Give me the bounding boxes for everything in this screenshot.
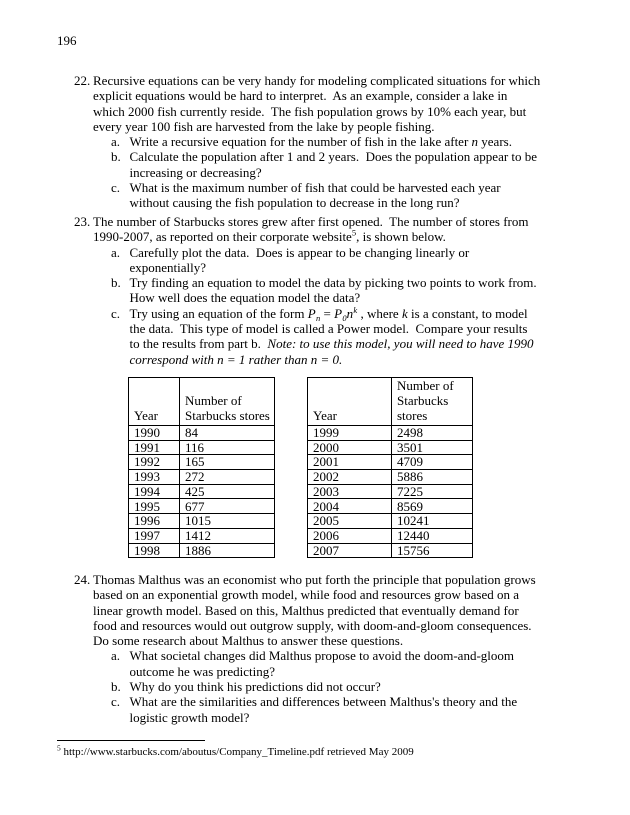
header-line: stores xyxy=(397,408,428,423)
problem-23c-text-line xyxy=(130,352,580,367)
subscript: n xyxy=(316,312,321,323)
stores-column-header xyxy=(392,378,473,426)
problem-23 xyxy=(74,214,579,367)
year-cell: 1997 xyxy=(129,528,180,543)
problem-24b-text-line: Why do you think his predictions did not occur? xyxy=(129,679,381,695)
starbucks-table-1999-2007 xyxy=(307,377,473,558)
problem-24-text-line: based on an exponential growth model, while food and resources grow based on a xyxy=(93,587,519,603)
table-row xyxy=(129,455,275,470)
problem-24-item-b xyxy=(111,679,579,694)
item-label: b. xyxy=(111,679,121,695)
problem-24-number: 24. xyxy=(74,572,91,587)
year-column-header: Year xyxy=(308,378,392,426)
stores-cell: 5886 xyxy=(392,470,473,485)
year-cell: 1996 xyxy=(129,514,180,529)
year-cell: 2003 xyxy=(308,484,392,499)
stores-cell: 1412 xyxy=(180,528,275,543)
table-row xyxy=(308,455,473,470)
superscript: k xyxy=(353,304,358,315)
problem-22c-text-line: What is the maximum number of fish that could be harvested each year xyxy=(129,180,501,196)
table-header-row xyxy=(129,378,275,426)
problem-22a-text-line xyxy=(130,134,580,149)
subscript: 0 xyxy=(342,312,347,323)
italic-variable: n xyxy=(471,134,479,150)
problem-23-item-c xyxy=(111,306,579,367)
text-segment: years. xyxy=(478,134,512,150)
problem-23-number: 23. xyxy=(74,214,91,229)
italic-note: Note: to use this model, you will need to have 1990 xyxy=(267,336,534,352)
problem-24a-text-line: What societal changes did Malthus propose to avoid the doom-and-gloom xyxy=(129,648,514,664)
problem-24 xyxy=(74,572,579,725)
header-line: Starbucks xyxy=(397,393,449,408)
problem-22-item-c xyxy=(111,180,579,211)
year-cell: 2000 xyxy=(308,440,392,455)
table-row xyxy=(129,470,275,485)
problem-22-text-line: every year 100 fish are harvested from the lake by people fishing. xyxy=(93,118,435,134)
table-row xyxy=(129,514,275,529)
problem-24c-text-line: What are the similarities and differences between Malthus's theory and the xyxy=(129,694,518,710)
stores-cell: 1015 xyxy=(180,514,275,529)
stores-cell: 8569 xyxy=(392,499,473,514)
year-cell: 1998 xyxy=(129,543,180,558)
text-segment: Write a recursive equation for the number of fish in the lake after xyxy=(129,134,472,150)
equals-sign: = xyxy=(320,305,335,321)
item-label: a. xyxy=(111,244,121,260)
problem-23a-text-line: Carefully plot the data. Does is appear to be changing linearly or xyxy=(129,244,470,260)
problem-22b-text-line: Calculate the population after 1 and 2 years. Does the population appear to be xyxy=(129,149,538,165)
item-label: c. xyxy=(111,694,121,710)
year-cell: 1993 xyxy=(129,470,180,485)
table-row xyxy=(308,440,473,455)
problem-23b-text-line: How well does the equation model the data? xyxy=(129,290,361,306)
footnote-divider xyxy=(57,740,205,741)
year-cell: 1990 xyxy=(129,426,180,441)
stores-cell: 677 xyxy=(180,499,275,514)
footnote xyxy=(57,743,414,758)
italic-variable: k xyxy=(401,305,408,321)
footnote-marker: 5 xyxy=(351,227,357,238)
stores-cell: 1886 xyxy=(180,543,275,558)
header-line: Number of xyxy=(185,393,242,408)
year-cell: 1994 xyxy=(129,484,180,499)
year-cell: 2001 xyxy=(308,455,392,470)
stores-cell: 116 xyxy=(180,440,275,455)
year-cell: 1991 xyxy=(129,440,180,455)
stores-cell: 272 xyxy=(180,470,275,485)
year-cell: 2007 xyxy=(308,543,392,558)
problem-24c-text-line: logistic growth model? xyxy=(129,709,250,725)
problem-22-text-line: which 2000 fish currently reside. The fish population grows by 10% each year, but xyxy=(93,103,527,119)
item-label: b. xyxy=(111,149,121,165)
problem-24-text-line: Do some research about Malthus to answer these questions. xyxy=(93,633,404,649)
problem-23-text-line xyxy=(93,229,579,244)
table-row xyxy=(129,543,275,558)
year-cell: 1992 xyxy=(129,455,180,470)
table-row xyxy=(129,426,275,441)
problem-24-item-c xyxy=(111,694,579,725)
problem-23-item-b xyxy=(111,275,579,306)
item-label: a. xyxy=(111,134,121,150)
header-line: Starbucks stores xyxy=(185,408,270,423)
italic-variable: P xyxy=(307,305,316,321)
stores-cell: 425 xyxy=(180,484,275,499)
problem-23b-text-line: Try finding an equation to model the data by picking two points to work from. xyxy=(129,275,537,291)
item-label: c. xyxy=(111,180,121,196)
italic-variable: n xyxy=(346,305,354,321)
problem-24-text-line: food and resources would out outgrow supply, with doom-and-gloom consequences. xyxy=(93,617,532,633)
problem-22-number: 22. xyxy=(74,73,91,88)
starbucks-table-1990-1998 xyxy=(128,377,275,558)
problem-22b-text-line: increasing or decreasing? xyxy=(129,164,262,180)
problem-24-item-a xyxy=(111,648,579,679)
item-label: b. xyxy=(111,275,121,291)
problem-24-text-line: linear growth model. Based on this, Malthus predicted that eventually demand for xyxy=(93,602,519,618)
stores-cell: 15756 xyxy=(392,543,473,558)
table-row xyxy=(308,470,473,485)
stores-cell: 10241 xyxy=(392,514,473,529)
page-number: 196 xyxy=(57,33,77,48)
stores-cell: 7225 xyxy=(392,484,473,499)
stores-cell: 3501 xyxy=(392,440,473,455)
text-segment: , where xyxy=(357,305,402,321)
table-row xyxy=(129,528,275,543)
year-column-header: Year xyxy=(129,378,180,426)
year-cell: 2004 xyxy=(308,499,392,514)
text-segment: to the results from part b. xyxy=(129,336,268,352)
problem-22-text-line: explicit equations would be hard to interpret. As an example, consider a lake in xyxy=(93,88,508,104)
problem-23-item-a xyxy=(111,245,579,276)
text-segment: , is shown below. xyxy=(356,229,446,245)
year-cell: 1999 xyxy=(308,426,392,441)
footnote-text: http://www.starbucks.com/aboutus/Company_Timeline.pdf retrieved May 2009 xyxy=(60,746,414,758)
item-label: a. xyxy=(111,648,121,664)
problem-23c-text-line: the data. This type of model is called a Power model. Compare your results xyxy=(129,321,528,337)
table-row xyxy=(308,484,473,499)
item-label: c. xyxy=(111,305,121,321)
year-cell: 1995 xyxy=(129,499,180,514)
stores-cell: 4709 xyxy=(392,455,473,470)
problem-23a-text-line: exponentially? xyxy=(129,259,207,275)
table-row xyxy=(308,426,473,441)
table-row xyxy=(129,440,275,455)
stores-cell: 12440 xyxy=(392,528,473,543)
footnote-marker: 5 xyxy=(57,743,61,753)
table-row xyxy=(308,528,473,543)
problem-22-item-a xyxy=(111,134,579,149)
italic-note: correspond with n = 1 rather than n = 0. xyxy=(129,351,343,367)
header-line: Number of xyxy=(397,378,454,393)
table-header-row xyxy=(308,378,473,426)
starbucks-tables xyxy=(128,377,473,558)
problem-24a-text-line: outcome he was predicting? xyxy=(129,663,275,679)
text-segment: is a constant, to model xyxy=(407,305,528,321)
italic-variable: P xyxy=(334,305,343,321)
problem-23c-text-line xyxy=(130,336,580,351)
table-row xyxy=(308,514,473,529)
problem-22-item-b xyxy=(111,149,579,180)
problem-23c-text-line xyxy=(130,306,580,321)
table-row xyxy=(308,499,473,514)
year-cell: 2006 xyxy=(308,528,392,543)
text-segment: Try using an equation of the form xyxy=(129,305,308,321)
stores-cell: 165 xyxy=(180,455,275,470)
year-cell: 2005 xyxy=(308,514,392,529)
table-row xyxy=(308,543,473,558)
year-cell: 2002 xyxy=(308,470,392,485)
text-segment: 1990-2007, as reported on their corporate website xyxy=(93,229,352,245)
power-model-formula xyxy=(308,306,357,321)
problem-23-text-line: The number of Starbucks stores grew after first opened. The number of stores from xyxy=(93,214,529,229)
stores-cell: 84 xyxy=(180,426,275,441)
table-row xyxy=(129,499,275,514)
problem-22-text-line: Recursive equations can be very handy for modeling complicated situations for which xyxy=(93,73,541,88)
stores-cell: 2498 xyxy=(392,426,473,441)
problem-22 xyxy=(74,73,579,211)
problem-22c-text-line: without causing the fish population to decrease in the long run? xyxy=(129,195,460,211)
stores-column-header xyxy=(180,378,275,426)
problem-24-text-line: Thomas Malthus was an economist who put forth the principle that population grows xyxy=(93,572,536,587)
table-row xyxy=(129,484,275,499)
